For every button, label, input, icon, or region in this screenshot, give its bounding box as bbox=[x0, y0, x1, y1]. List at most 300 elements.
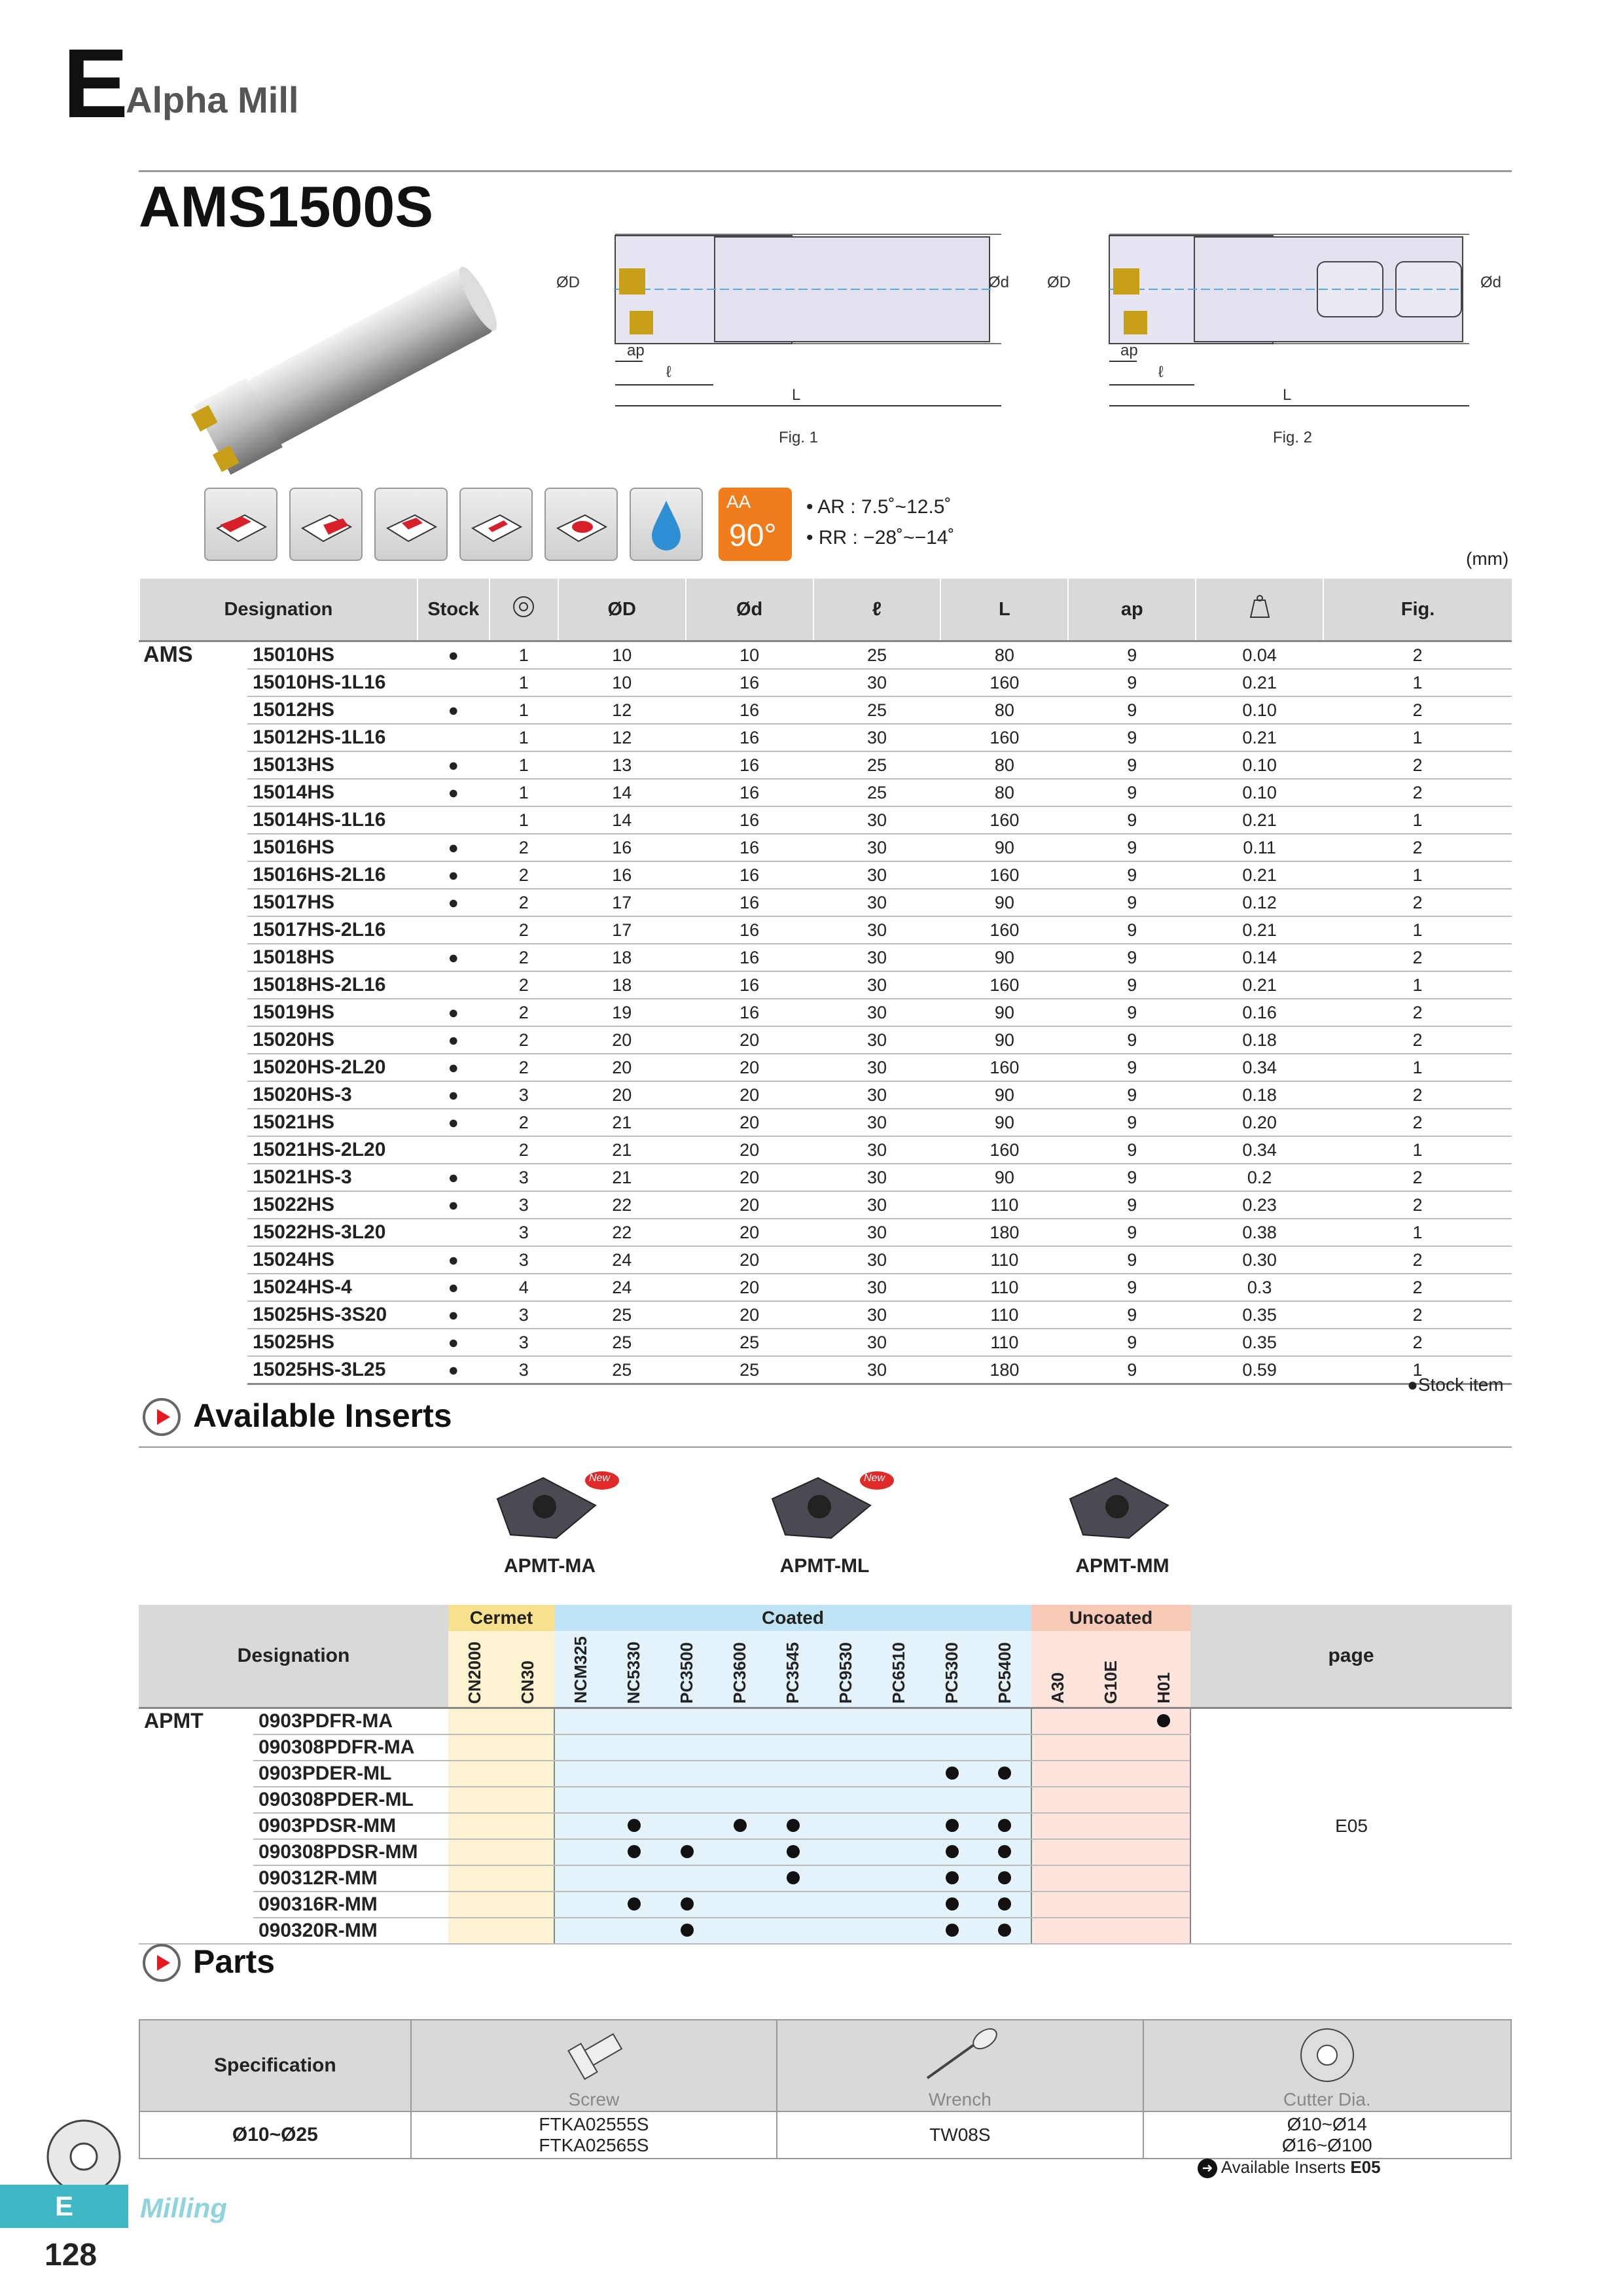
value-cell: 20 bbox=[686, 1301, 813, 1329]
value-cell: 0.20 bbox=[1196, 1109, 1323, 1136]
designation-cell: 15018HS-2L16 bbox=[247, 971, 418, 999]
fig2-caption: Fig. 2 bbox=[1273, 429, 1313, 446]
grade-cell bbox=[766, 1761, 819, 1787]
designation-cell: 15012HS-1L16 bbox=[247, 724, 418, 751]
value-cell: 25 bbox=[558, 1301, 686, 1329]
wrench-value: TW08S bbox=[777, 2111, 1143, 2159]
designation-cell: 15025HS-3S20 bbox=[247, 1301, 418, 1329]
value-cell: 2 bbox=[1323, 1191, 1512, 1219]
value-cell: 20 bbox=[558, 1054, 686, 1081]
value-cell: 2 bbox=[1323, 1329, 1512, 1356]
grade-cell bbox=[1031, 1839, 1084, 1865]
value-cell: 9 bbox=[1068, 889, 1196, 916]
designation-cell: 15021HS-2L20 bbox=[247, 1136, 418, 1164]
value-cell: 20 bbox=[686, 1109, 813, 1136]
grade-cell bbox=[766, 1918, 819, 1944]
insert-designation: 0903PDFR-MA bbox=[253, 1708, 448, 1735]
value-cell: 10 bbox=[558, 669, 686, 696]
th-fig: Fig. bbox=[1323, 579, 1512, 641]
value-cell: 14 bbox=[558, 779, 686, 806]
value-cell: 30 bbox=[813, 1109, 941, 1136]
stock-cell: ● bbox=[418, 1054, 490, 1081]
value-cell: 9 bbox=[1068, 669, 1196, 696]
designation-cell: 15020HS-2L20 bbox=[247, 1054, 418, 1081]
grade-cell bbox=[448, 1813, 501, 1839]
value-cell: 1 bbox=[1323, 806, 1512, 834]
grade-cell bbox=[713, 1892, 766, 1918]
value-cell: 17 bbox=[558, 889, 686, 916]
grade-cell bbox=[1084, 1865, 1137, 1892]
value-cell: 0.35 bbox=[1196, 1329, 1323, 1356]
availability-dot bbox=[946, 1871, 959, 1884]
value-cell: 0.34 bbox=[1196, 1136, 1323, 1164]
value-cell: 110 bbox=[940, 1329, 1068, 1356]
grade-cell bbox=[554, 1708, 607, 1735]
value-cell: 90 bbox=[940, 1026, 1068, 1054]
grade-cell bbox=[872, 1734, 925, 1761]
grade-cell bbox=[1031, 1708, 1084, 1735]
ramping-icon bbox=[459, 488, 533, 561]
value-cell: 9 bbox=[1068, 834, 1196, 861]
insert-picture-apmt-ma bbox=[471, 1466, 628, 1577]
value-cell: 2 bbox=[490, 861, 558, 889]
grade-cell bbox=[819, 1734, 872, 1761]
value-cell: 9 bbox=[1068, 861, 1196, 889]
value-cell: 1 bbox=[1323, 861, 1512, 889]
inserts-rule bbox=[139, 1446, 1512, 1448]
stock-cell bbox=[418, 971, 490, 999]
new-badge-ml: New bbox=[864, 1473, 885, 1484]
value-cell: 16 bbox=[686, 669, 813, 696]
grade-cell bbox=[713, 1839, 766, 1865]
value-cell: 2 bbox=[1323, 1164, 1512, 1191]
grade-cell bbox=[766, 1892, 819, 1918]
value-cell: 30 bbox=[813, 971, 941, 999]
end-mill-photo bbox=[173, 252, 514, 481]
value-cell: 17 bbox=[558, 916, 686, 944]
designation-cell: 15024HS bbox=[247, 1246, 418, 1274]
value-cell: 2 bbox=[490, 1136, 558, 1164]
value-cell: 3 bbox=[490, 1246, 558, 1274]
value-cell: 9 bbox=[1068, 779, 1196, 806]
parts-table bbox=[139, 2019, 1512, 2159]
grade-cell bbox=[554, 1839, 607, 1865]
stock-cell bbox=[418, 1136, 490, 1164]
grade-cell bbox=[978, 1892, 1031, 1918]
value-cell: 2 bbox=[1323, 834, 1512, 861]
value-cell: 30 bbox=[813, 1026, 941, 1054]
value-cell: 20 bbox=[686, 1164, 813, 1191]
availability-dot bbox=[787, 1845, 800, 1858]
grade-cell bbox=[872, 1892, 925, 1918]
stock-cell: ● bbox=[418, 751, 490, 779]
insert-designation: 0903PDSR-MM bbox=[253, 1813, 448, 1839]
grade-cell bbox=[660, 1708, 713, 1735]
value-cell: 90 bbox=[940, 944, 1068, 971]
grade-label: PC3600 bbox=[730, 1642, 749, 1704]
grade-cell bbox=[925, 1892, 978, 1918]
grade-label: PC9530 bbox=[836, 1642, 855, 1704]
grade-cell bbox=[872, 1839, 925, 1865]
value-cell: 1 bbox=[490, 669, 558, 696]
value-cell: 0.35 bbox=[1196, 1301, 1323, 1329]
value-cell: 160 bbox=[940, 1054, 1068, 1081]
value-cell: 160 bbox=[940, 806, 1068, 834]
grade-cell bbox=[501, 1734, 554, 1761]
th-stock: Stock bbox=[418, 579, 490, 641]
screw-value-2: FTKA02565S bbox=[539, 2135, 649, 2155]
availability-dot bbox=[946, 1924, 959, 1937]
value-cell: 22 bbox=[558, 1219, 686, 1246]
value-cell: 12 bbox=[558, 724, 686, 751]
grade-label: PC5300 bbox=[942, 1642, 961, 1704]
grade-cell bbox=[925, 1761, 978, 1787]
value-cell: 9 bbox=[1068, 1164, 1196, 1191]
grade-cell bbox=[501, 1892, 554, 1918]
grade-cell bbox=[1084, 1892, 1137, 1918]
page-ref: E05 bbox=[1190, 1708, 1512, 1945]
value-cell: 2 bbox=[490, 916, 558, 944]
value-cell: 2 bbox=[1323, 944, 1512, 971]
grade-cell bbox=[872, 1708, 925, 1735]
value-cell: 9 bbox=[1068, 971, 1196, 999]
grade-cell bbox=[501, 1761, 554, 1787]
grade-header bbox=[448, 1631, 501, 1708]
availability-dot bbox=[628, 1845, 641, 1858]
value-cell: 80 bbox=[940, 641, 1068, 670]
value-cell: 160 bbox=[940, 669, 1068, 696]
value-cell: 3 bbox=[490, 1329, 558, 1356]
th-page: page bbox=[1190, 1605, 1512, 1708]
grade-cell bbox=[554, 1813, 607, 1839]
grade-cell bbox=[713, 1761, 766, 1787]
stock-cell: ● bbox=[418, 1026, 490, 1054]
grade-cell bbox=[925, 1813, 978, 1839]
grade-cell bbox=[766, 1813, 819, 1839]
value-cell: 0.21 bbox=[1196, 724, 1323, 751]
grade-label: PC3545 bbox=[783, 1642, 802, 1704]
grade-cell bbox=[1084, 1813, 1137, 1839]
cutter-value-1: Ø10~Ø14 bbox=[1287, 2114, 1367, 2134]
value-cell: 0.18 bbox=[1196, 1026, 1323, 1054]
grade-header bbox=[1031, 1631, 1084, 1708]
grade-cell bbox=[1137, 1708, 1190, 1735]
value-cell: 24 bbox=[558, 1274, 686, 1301]
grade-cell bbox=[607, 1734, 660, 1761]
value-cell: 0.21 bbox=[1196, 971, 1323, 999]
grade-header bbox=[660, 1631, 713, 1708]
value-cell: 80 bbox=[940, 779, 1068, 806]
availability-dot bbox=[787, 1871, 800, 1884]
value-cell: 30 bbox=[813, 1054, 941, 1081]
availability-dot bbox=[998, 1897, 1011, 1910]
value-cell: 3 bbox=[490, 1301, 558, 1329]
value-cell: 20 bbox=[686, 1219, 813, 1246]
grade-cell bbox=[978, 1839, 1031, 1865]
angle-badge bbox=[719, 488, 792, 561]
figure-2-drawing bbox=[1063, 223, 1482, 419]
grade-cell bbox=[660, 1761, 713, 1787]
value-cell: 0.3 bbox=[1196, 1274, 1323, 1301]
value-cell: 160 bbox=[940, 724, 1068, 751]
table-row bbox=[139, 1356, 1512, 1384]
page-number: 128 bbox=[45, 2238, 98, 2272]
value-cell: 2 bbox=[1323, 889, 1512, 916]
th-D: ØD bbox=[558, 579, 686, 641]
value-cell: 2 bbox=[1323, 779, 1512, 806]
designation-cell: 15018HS bbox=[247, 944, 418, 971]
grade-cell bbox=[607, 1708, 660, 1735]
grade-cell bbox=[1137, 1787, 1190, 1813]
value-cell: 9 bbox=[1068, 1356, 1196, 1384]
stock-cell: ● bbox=[418, 944, 490, 971]
grade-header bbox=[501, 1631, 554, 1708]
th-uncoated: Uncoated bbox=[1031, 1605, 1190, 1631]
grade-header bbox=[1084, 1631, 1137, 1708]
grade-cell bbox=[660, 1839, 713, 1865]
value-cell: 20 bbox=[686, 1026, 813, 1054]
grade-cell bbox=[1031, 1892, 1084, 1918]
designation-cell: 15014HS-1L16 bbox=[247, 806, 418, 834]
grade-cell bbox=[872, 1761, 925, 1787]
insert-picture-apmt-ml bbox=[746, 1466, 903, 1577]
stock-cell: ● bbox=[418, 1246, 490, 1274]
designation-cell: 15020HS-3 bbox=[247, 1081, 418, 1109]
availability-dot bbox=[734, 1819, 747, 1832]
value-cell: 30 bbox=[813, 861, 941, 889]
availability-dot bbox=[946, 1897, 959, 1910]
stock-cell: ● bbox=[418, 889, 490, 916]
value-cell: 110 bbox=[940, 1301, 1068, 1329]
grade-cell bbox=[819, 1839, 872, 1865]
grade-cell bbox=[607, 1839, 660, 1865]
value-cell: 9 bbox=[1068, 1191, 1196, 1219]
value-cell: 2 bbox=[1323, 999, 1512, 1026]
value-cell: 3 bbox=[490, 1356, 558, 1384]
grade-cell bbox=[713, 1918, 766, 1944]
value-cell: 1 bbox=[490, 641, 558, 670]
stock-cell: ● bbox=[418, 779, 490, 806]
grade-cell bbox=[1031, 1761, 1084, 1787]
insert-label-apmt-ml: APMT-ML bbox=[779, 1555, 870, 1577]
grade-cell bbox=[1137, 1734, 1190, 1761]
value-cell: 9 bbox=[1068, 641, 1196, 670]
grade-cell bbox=[660, 1734, 713, 1761]
grade-cell bbox=[925, 1734, 978, 1761]
rake-angle-ar: • AR : 7.5˚~12.5˚ bbox=[806, 496, 952, 518]
grade-cell bbox=[1084, 1734, 1137, 1761]
designation-cell: 15010HS-1L16 bbox=[247, 669, 418, 696]
th-specification: Specification bbox=[139, 2020, 411, 2111]
slot-milling-icon bbox=[374, 488, 448, 561]
grade-cell bbox=[978, 1734, 1031, 1761]
insert-designation: 0903PDER-ML bbox=[253, 1761, 448, 1787]
section-letter: E bbox=[63, 28, 129, 138]
grade-cell bbox=[978, 1787, 1031, 1813]
availability-dot bbox=[681, 1845, 694, 1858]
value-cell: 0.18 bbox=[1196, 1081, 1323, 1109]
grade-header bbox=[819, 1631, 872, 1708]
value-cell: 16 bbox=[686, 861, 813, 889]
grade-cell bbox=[872, 1787, 925, 1813]
value-cell: 22 bbox=[558, 1191, 686, 1219]
value-cell: 12 bbox=[558, 696, 686, 724]
value-cell: 0.21 bbox=[1196, 806, 1323, 834]
grade-cell bbox=[1084, 1839, 1137, 1865]
table-row bbox=[139, 1219, 1512, 1246]
value-cell: 25 bbox=[558, 1356, 686, 1384]
grade-label: CN2000 bbox=[465, 1641, 484, 1704]
value-cell: 0.14 bbox=[1196, 944, 1323, 971]
stock-footnote: ●Stock item bbox=[1407, 1374, 1504, 1395]
value-cell: 16 bbox=[686, 806, 813, 834]
value-cell: 30 bbox=[813, 1081, 941, 1109]
stock-cell: ● bbox=[418, 1164, 490, 1191]
value-cell: 0.10 bbox=[1196, 779, 1323, 806]
new-badge-ma: New bbox=[589, 1473, 611, 1484]
th-l: ℓ bbox=[813, 579, 941, 641]
availability-dot bbox=[998, 1819, 1011, 1832]
table-row bbox=[139, 999, 1512, 1026]
availability-dot bbox=[628, 1819, 641, 1832]
grade-label: PC6510 bbox=[889, 1642, 908, 1704]
stock-cell bbox=[418, 806, 490, 834]
grade-cell bbox=[872, 1918, 925, 1944]
cutter-icon bbox=[1291, 2026, 1363, 2085]
value-cell: 25 bbox=[813, 779, 941, 806]
stock-cell: ● bbox=[418, 1274, 490, 1301]
insert-designation: 090308PDFR-MA bbox=[253, 1734, 448, 1761]
value-cell: 30 bbox=[813, 1219, 941, 1246]
availability-dot bbox=[681, 1897, 694, 1910]
table-row bbox=[139, 1136, 1512, 1164]
value-cell: 1 bbox=[1323, 1136, 1512, 1164]
designation-cell: 15022HS bbox=[247, 1191, 418, 1219]
group-label: AMS bbox=[143, 642, 193, 667]
value-cell: 90 bbox=[940, 834, 1068, 861]
stock-cell: ● bbox=[418, 1109, 490, 1136]
th-d: Ød bbox=[686, 579, 813, 641]
insert-row bbox=[139, 1708, 1512, 1735]
grade-label: A30 bbox=[1048, 1672, 1067, 1704]
value-cell: 9 bbox=[1068, 999, 1196, 1026]
table-row bbox=[139, 696, 1512, 724]
value-cell: 90 bbox=[940, 1109, 1068, 1136]
designation-cell: 15010HS bbox=[247, 641, 418, 670]
wrench-icon bbox=[914, 2026, 1006, 2085]
value-cell: 2 bbox=[490, 971, 558, 999]
value-cell: 30 bbox=[813, 724, 941, 751]
value-cell: 16 bbox=[686, 971, 813, 999]
value-cell: 10 bbox=[558, 641, 686, 670]
value-cell: 21 bbox=[558, 1109, 686, 1136]
value-cell: 0.16 bbox=[1196, 999, 1323, 1026]
grade-cell bbox=[1031, 1918, 1084, 1944]
value-cell: 20 bbox=[686, 1246, 813, 1274]
insert-picture-apmt-mm bbox=[1044, 1466, 1201, 1577]
available-inserts-link[interactable] bbox=[1198, 2157, 1381, 2178]
designation-cell: 15012HS bbox=[247, 696, 418, 724]
fig1-label-L: L bbox=[792, 386, 801, 404]
value-cell: 30 bbox=[813, 669, 941, 696]
table-row bbox=[139, 669, 1512, 696]
value-cell: 24 bbox=[558, 1246, 686, 1274]
value-cell: 9 bbox=[1068, 1219, 1196, 1246]
value-cell: 1 bbox=[1323, 916, 1512, 944]
stock-cell: ● bbox=[418, 834, 490, 861]
table-row bbox=[139, 1301, 1512, 1329]
designation-cell: 15020HS bbox=[247, 1026, 418, 1054]
value-cell: 4 bbox=[490, 1274, 558, 1301]
tool-table bbox=[139, 579, 1512, 1385]
designation-cell: 15019HS bbox=[247, 999, 418, 1026]
grade-cell bbox=[1084, 1708, 1137, 1735]
designation-cell: 15016HS-2L16 bbox=[247, 861, 418, 889]
value-cell: 2 bbox=[1323, 751, 1512, 779]
value-cell: 2 bbox=[1323, 696, 1512, 724]
value-cell: 1 bbox=[490, 779, 558, 806]
value-cell: 16 bbox=[686, 834, 813, 861]
grade-cell bbox=[448, 1839, 501, 1865]
value-cell: 16 bbox=[686, 751, 813, 779]
table-row bbox=[139, 916, 1512, 944]
th-weight bbox=[1196, 579, 1323, 641]
value-cell: 20 bbox=[686, 1136, 813, 1164]
value-cell: 160 bbox=[940, 1136, 1068, 1164]
grade-cell bbox=[1084, 1787, 1137, 1813]
availability-dot bbox=[998, 1767, 1011, 1780]
stock-cell: ● bbox=[418, 641, 490, 670]
value-cell: 2 bbox=[490, 834, 558, 861]
helical-milling-icon bbox=[544, 488, 618, 561]
table-row bbox=[139, 806, 1512, 834]
availability-dot bbox=[946, 1767, 959, 1780]
grade-cell bbox=[554, 1865, 607, 1892]
grade-cell bbox=[607, 1918, 660, 1944]
fig2-label-L: L bbox=[1283, 386, 1292, 404]
value-cell: 9 bbox=[1068, 1329, 1196, 1356]
stock-cell bbox=[418, 916, 490, 944]
grade-cell bbox=[819, 1813, 872, 1839]
value-cell: 9 bbox=[1068, 1026, 1196, 1054]
availability-dot bbox=[998, 1924, 1011, 1937]
value-cell: 1 bbox=[1323, 724, 1512, 751]
table-row bbox=[139, 751, 1512, 779]
grade-cell bbox=[766, 1787, 819, 1813]
value-cell: 30 bbox=[813, 1301, 941, 1329]
value-cell: 1 bbox=[1323, 971, 1512, 999]
value-cell: 110 bbox=[940, 1274, 1068, 1301]
stock-cell: ● bbox=[418, 999, 490, 1026]
grade-label: CN30 bbox=[518, 1660, 537, 1704]
value-cell: 2 bbox=[1323, 1246, 1512, 1274]
value-cell: 0.34 bbox=[1196, 1054, 1323, 1081]
grade-cell bbox=[1137, 1865, 1190, 1892]
designation-cell: 15014HS bbox=[247, 779, 418, 806]
value-cell: 25 bbox=[558, 1329, 686, 1356]
grade-cell bbox=[766, 1839, 819, 1865]
table-row bbox=[139, 944, 1512, 971]
value-cell: 19 bbox=[558, 999, 686, 1026]
insert-count-icon bbox=[510, 594, 537, 620]
grade-label: NC5330 bbox=[624, 1641, 643, 1704]
stock-cell: ● bbox=[418, 1329, 490, 1356]
value-cell: 90 bbox=[940, 1164, 1068, 1191]
value-cell: 1 bbox=[1323, 1219, 1512, 1246]
value-cell: 0.10 bbox=[1196, 696, 1323, 724]
designation-cell: 15022HS-3L20 bbox=[247, 1219, 418, 1246]
value-cell: 1 bbox=[1323, 1356, 1512, 1384]
